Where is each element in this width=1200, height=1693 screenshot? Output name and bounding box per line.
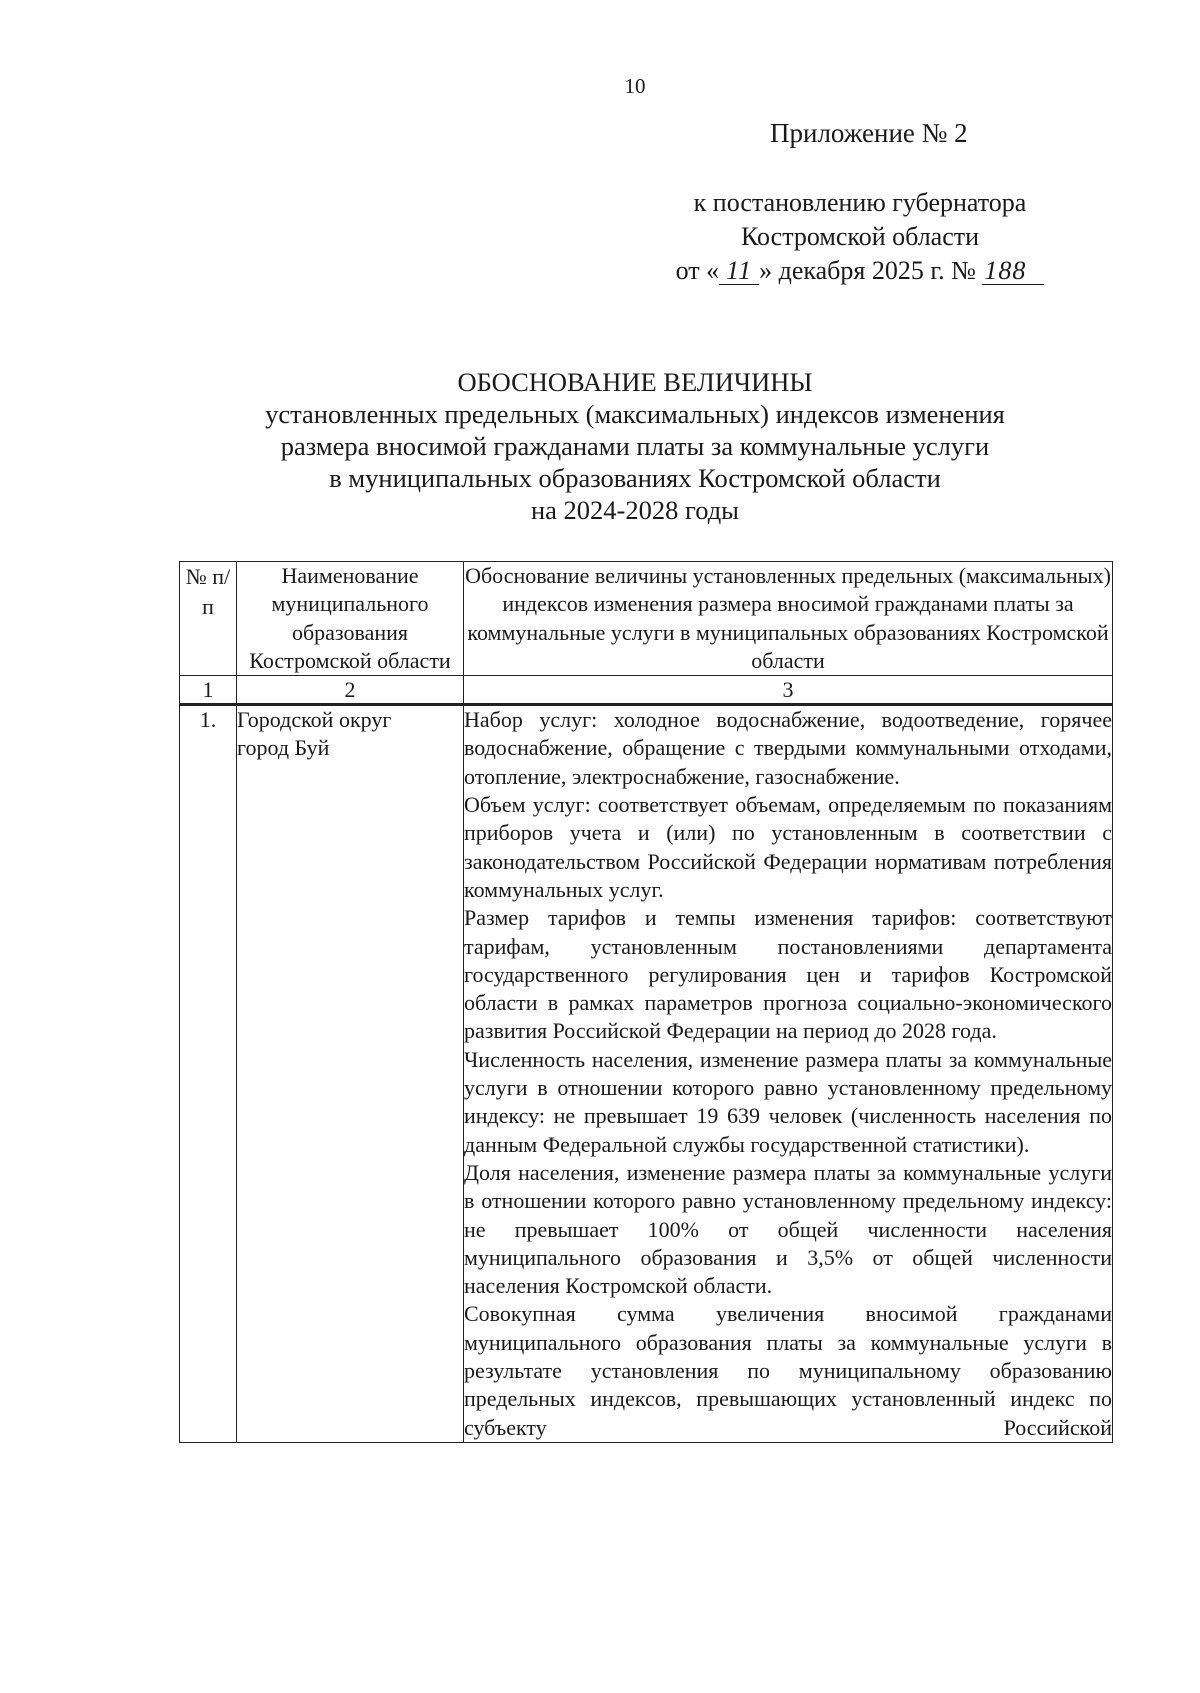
- paragraph-population-share: Доля населения, изменение размера платы за коммунальные услуги в отношении которого равно установленному предельному индексу: не превышает 100% от общей численности населения муниципального образования и 3,5% от общей численности населения Костромской области.: [464, 1159, 1112, 1299]
- handwritten-number: 188: [982, 258, 1044, 285]
- decree-line-2: Костромской области: [740, 222, 980, 251]
- municipality-line-1: Городской округ: [237, 707, 392, 733]
- title-line-3: размера вносимой гражданами платы за коммунальные услуги: [280, 431, 990, 461]
- decree-date-line: [640, 254, 1080, 288]
- row-justification: [464, 705, 1113, 1443]
- column-index-cell: 1: [180, 676, 237, 705]
- paragraph-services-set: Набор услуг: холодное водоснабжение, водоотведение, горячее водоснабжение, обращение с твердыми коммунальными отходами, отопление, электроснабжение, газоснабжение.: [464, 707, 1112, 789]
- handwritten-day: 11: [719, 258, 759, 285]
- row-num: 1.: [180, 705, 237, 1443]
- paragraph-tariffs: Размер тарифов и темпы изменения тарифов: соответствуют тарифам, установленным постановлениями департамента государственного регулирования цен и тарифов Костромской области в рамках параметров прогноза социально-экономического развития Российской Федерации на период до 2028 года.: [464, 905, 1112, 1044]
- header-name: Наименование муниципального образования Костромской области: [237, 562, 464, 676]
- appendix-heading: Приложение № 2: [770, 118, 968, 148]
- header-justification: Обоснование величины установленных предельных (максимальных) индексов изменения размера вносимой гражданами платы за коммунальные услуги в муниципальных образованиях Костромской области: [464, 562, 1113, 676]
- decree-date-mid: » декабря 2025 г. №: [759, 256, 983, 285]
- justification-table: [179, 561, 1113, 1443]
- row-municipality: [237, 705, 464, 1443]
- header-num: № п/п: [180, 562, 237, 676]
- title-line-5: на 2024-2028 годы: [530, 495, 739, 525]
- title-line-1: ОБОСНОВАНИЕ ВЕЛИЧИНЫ: [457, 367, 813, 397]
- paragraph-population-count: Численность населения, изменение размера платы за коммунальные услуги в отношении которого равно установленному предельному индексу: не превышает 19 639 человек (численность населения по данным Федеральной службы государственной статистики).: [464, 1046, 1112, 1157]
- column-index-cell: 3: [464, 676, 1113, 705]
- column-index-cell: 2: [237, 676, 464, 705]
- paragraph-total-increase: Совокупная сумма увеличения вносимой гражданами муниципального образования платы за коммунальные услуги в результате установления по муниципальному образованию предельных индексов, превышающих установленный индекс по субъекту Российской: [464, 1301, 1112, 1440]
- decree-date-prefix: от «: [675, 256, 720, 285]
- document-title: [0, 366, 1200, 526]
- title-line-2: установленных предельных (максимальных) индексов изменения: [265, 399, 1005, 429]
- municipality-line-2: город Буй: [237, 735, 330, 761]
- page-number: 10: [624, 74, 646, 98]
- column-index-row: [180, 676, 1113, 705]
- title-line-4: в муниципальных образованиях Костромской области: [329, 463, 941, 493]
- decree-reference: [640, 186, 1080, 288]
- paragraph-services-volume: Объем услуг: соответствует объемам, определяемым по показаниям приборов учета и (или) по установленным в соответствии с законодательством Российской Федерации нормативам потребления коммунальных услуг.: [464, 792, 1112, 902]
- table-row: [180, 705, 1113, 1443]
- decree-line-1: к постановлению губернатора: [693, 188, 1027, 217]
- table-header-row: [180, 562, 1113, 676]
